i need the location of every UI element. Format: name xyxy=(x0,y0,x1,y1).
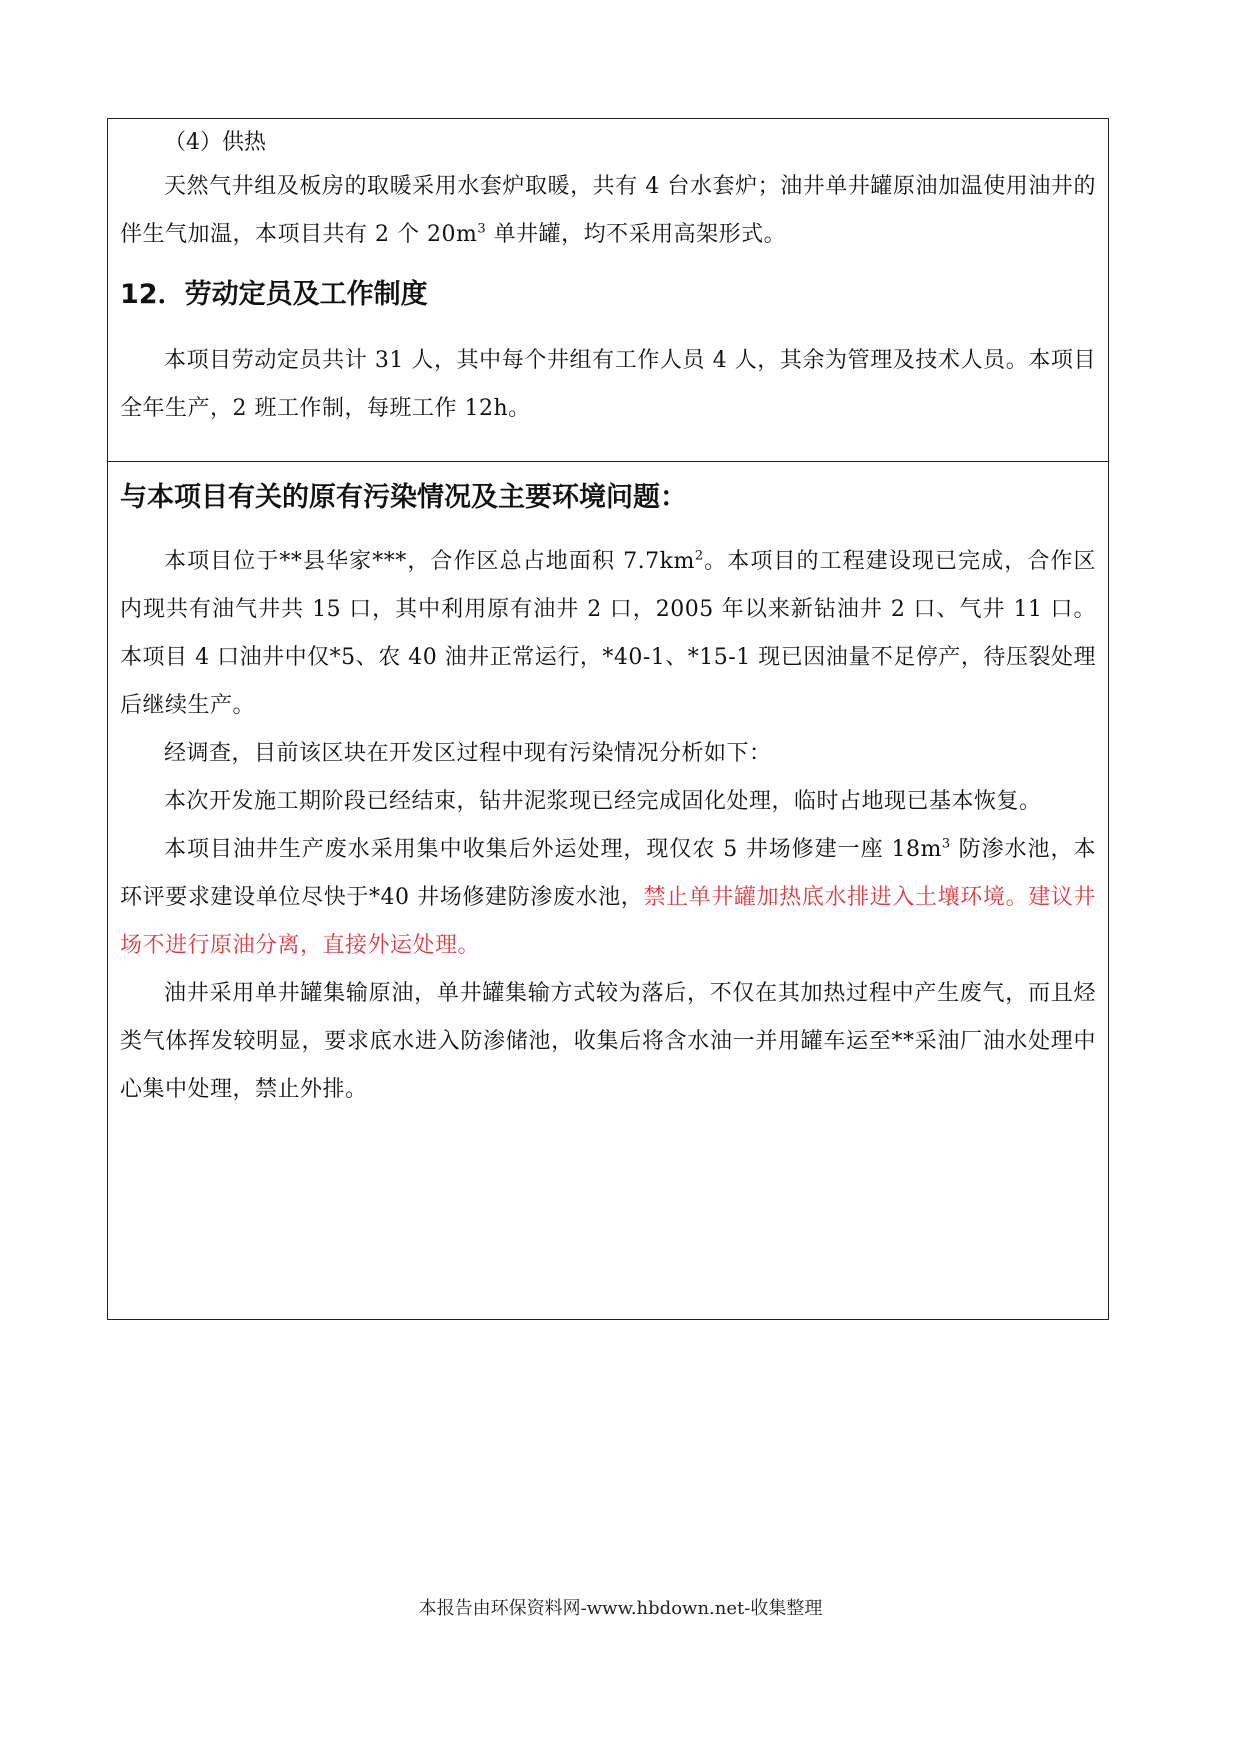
pollution-heading: 与本项目有关的原有污染情况及主要环境问题： xyxy=(120,482,687,513)
pollution-paragraph-4: 本项目油井生产废水采用集中收集后外运处理，现仅农 5 井场修建一座 $18m^3$ 防渗水池，本环评要求建设单位尽快于*40 井场修建防渗废水池，禁止单井罐加热底水排进入土壤环境。建议井场不进行原油分离，直接外运处理。 xyxy=(120,836,1096,958)
heating-subheading: （4）供热 xyxy=(164,130,266,155)
pollution-paragraph-2: 经调查，目前该区块在开发区过程中现有污染情况分析如下： xyxy=(164,741,772,766)
requirement-highlight: 禁止单井罐加热底水排进入土壤环境。建议井场不进行原油分离，直接外运处理。 xyxy=(120,885,1096,958)
pollution-paragraph-3: 本次开发施工期阶段已经结束，钻井泥浆现已经完成固化处理，临时占地现已基本恢复。 xyxy=(164,789,1042,814)
labor-paragraph: 本项目劳动定员共计 31 人，其中每个井组有工作人员 4 人，其余为管理及技术人员。本项目全年生产，2 班工作制，每班工作 12h。 xyxy=(120,348,1096,421)
report-table xyxy=(107,118,1109,1320)
pollution-paragraph-5: 油井采用单井罐集输原油，单井罐集输方式较为落后，不仅在其加热过程中产生废气，而且烃类气体挥发较明显，要求底水进入防渗储池，收集后将含水油一并用罐车运至**采油厂油水处理中心集中处理，禁止外排。 xyxy=(120,981,1096,1102)
supply-and-labor-cell xyxy=(108,119,1108,461)
pollution-cell xyxy=(108,461,1108,1319)
heating-paragraph: 天然气井组及板房的取暖采用水套炉取暖，共有 4 台水套炉；油井单井罐原油加温使用油井的伴生气加温，本项目共有 2 个 $20m^3$ 单井罐，均不采用高架形式。 xyxy=(120,174,1096,247)
page-footer: 本报告由环保资料网-www.hbdown.net-收集整理 xyxy=(418,1598,823,1619)
pollution-paragraph-1: 本项目位于**县华家***，合作区总占地面积 $7.7km^2$。本项目的工程建设现已完成，合作区内现共有油气井共 15 口，其中利用原有油井 2 口，2005 年以来新钻油井 2 口、气井 11 口。本项目 4 口油井中仅*5、农 40 油井正常运行，*40-1、*15-1 现已因油量不足停产，待压裂处理后继续生产。 xyxy=(120,548,1096,718)
labor-heading: 12．劳动定员及工作制度 xyxy=(120,279,428,310)
